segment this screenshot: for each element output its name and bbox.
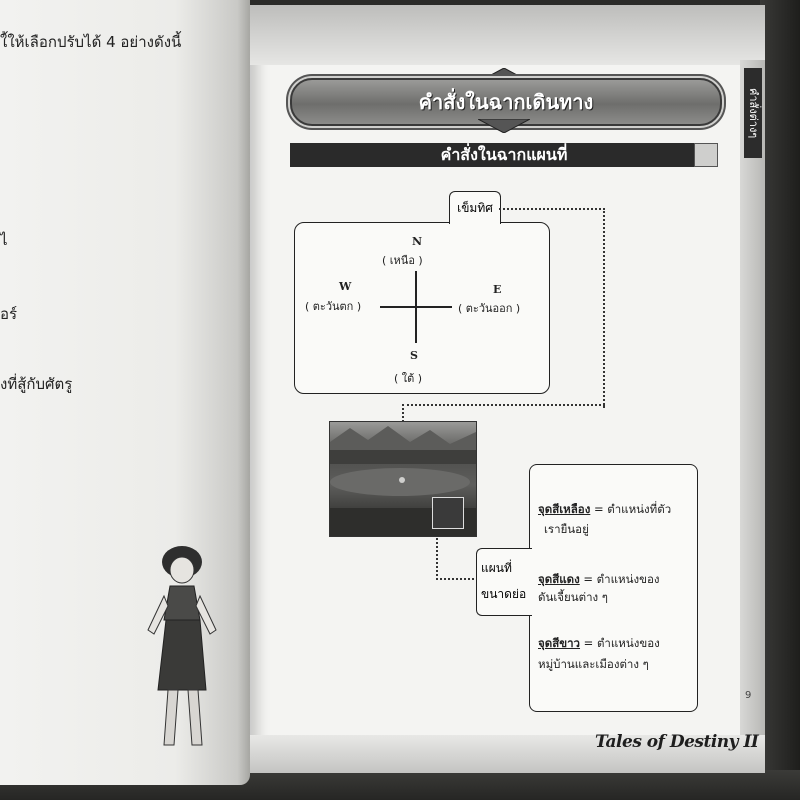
marble-border-right [740,60,765,750]
minimap-label-line1: แผนที่ [481,561,512,575]
character-illustration [130,540,230,750]
connector-line [436,530,478,580]
legend-desc-red-1: = ตำแหน่งของ [579,572,660,586]
legend-key-red: จุดสีแดง [538,572,580,586]
legend-yellow-line1 [538,501,671,519]
compass-south-letter: S [410,349,418,362]
side-tab: คำสั่งต่างๆ [744,68,762,158]
compass-tab-joint [451,220,498,224]
left-page [0,0,250,785]
compass-east-label: ( ตะวันออก ) [458,302,521,315]
section-bar [290,143,718,167]
compass-south-label: ( ใต้ ) [394,372,423,385]
page-title: คำสั่งในฉากเดินทาง [418,90,594,114]
compass-north-label: ( เหนือ ) [382,254,423,267]
legend-red-line1 [538,571,659,589]
compass-north-letter: N [412,235,423,248]
legend-box [529,464,698,712]
left-line-4: งที่สู้กับศัตรู [0,375,73,393]
connector-line [499,208,605,408]
left-line-2: ไ [0,231,8,249]
table-surface-right [760,0,800,800]
legend-key-yellow: จุดสีเหลือง [538,502,591,516]
section-title: คำสั่งในฉากแผนที่ [440,144,568,164]
diamond-ornament-icon [478,119,530,133]
compass-cross-vertical [415,271,417,343]
compass-west-letter: W [339,280,352,293]
game-logo: Tales of Destiny II [595,732,759,752]
left-line-3: อร์ [0,305,18,323]
minimap-label-line2: ขนาดย่อ [481,587,527,601]
legend-key-white: จุดสีขาว [538,636,581,650]
compass-east-letter: E [493,283,502,296]
minimap [432,497,464,529]
compass-tab-label: เข็มทิศ [457,201,493,215]
compass-west-label: ( ตะวันตก ) [305,300,362,313]
legend-desc-red-2: ดันเจี้ยนต่าง ๆ [538,590,608,604]
ornament-right-icon [694,143,718,167]
legend-desc-white-2: หมู่บ้านและเมืองต่าง ๆ [538,657,649,671]
page-number: 9 [745,690,752,701]
minimap-label [476,548,532,616]
legend-desc-yellow-1: = ตำแหน่งที่ตัว [590,502,672,516]
legend-white-line1 [538,635,660,653]
left-line-1: ใ้ให้เลือกปรับได้ 4 อย่างดังนี้ [0,33,182,51]
legend-desc-yellow-2: เรายืนอยู่ [544,522,589,536]
marble-border-top [250,5,765,65]
legend-desc-white-1: = ตำแหน่งของ [580,636,660,650]
